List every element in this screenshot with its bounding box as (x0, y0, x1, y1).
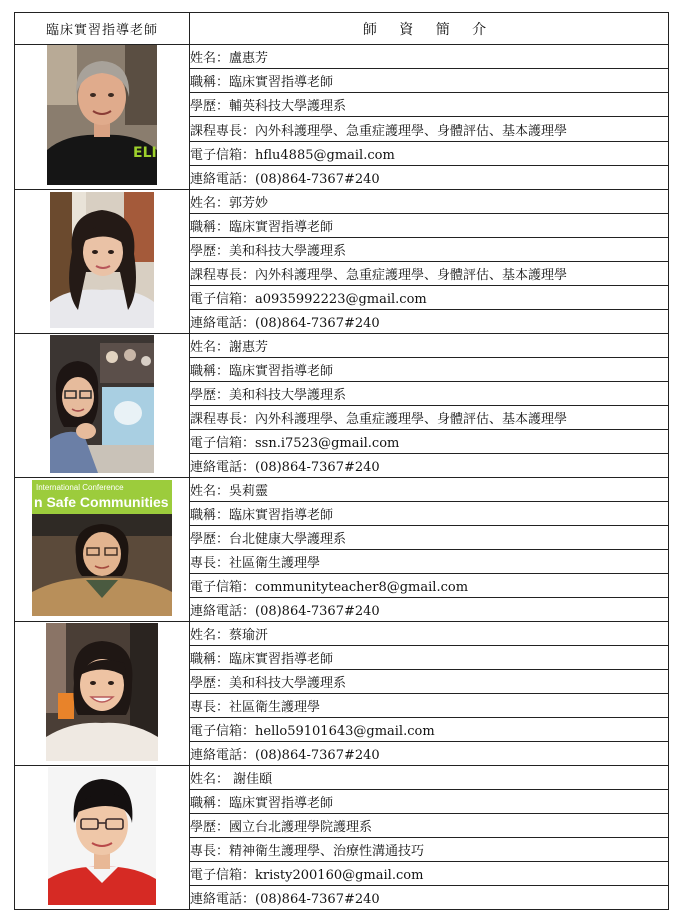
teacher-title: 職稱：臨床實習指導老師 (190, 358, 669, 382)
teacher-specialty: 專長：精神衛生護理學、治療性溝通技巧 (190, 838, 669, 862)
teacher-photo-cell (15, 622, 190, 766)
teacher-row (15, 334, 669, 358)
teacher-name: 姓名：蔡瑜汧 (190, 622, 669, 646)
svg-text:ELI: ELI (133, 145, 157, 161)
teacher-photo (48, 767, 156, 905)
teacher-photo (46, 623, 158, 761)
teacher-photo-cell (15, 190, 190, 334)
teacher-specialty: 課程專長：內外科護理學、急重症護理學、身體評估、基本護理學 (190, 117, 669, 141)
teacher-photo (47, 45, 157, 185)
teacher-email[interactable]: 電子信箱：hflu4885@gmail.com (190, 141, 669, 165)
teacher-photo-cell (15, 45, 190, 190)
teacher-title: 職稱：臨床實習指導老師 (190, 69, 669, 93)
banner-text-line2: n Safe Communities (34, 493, 169, 510)
teacher-row (15, 766, 669, 790)
teacher-title: 職稱：臨床實習指導老師 (190, 790, 669, 814)
teacher-photo-cell (15, 334, 190, 478)
teacher-photo (50, 192, 154, 328)
teacher-specialty: 專長：社區衛生護理學 (190, 550, 669, 574)
teacher-education: 學歷：輔英科技大學護理系 (190, 93, 669, 117)
teacher-name: 姓名： 謝佳頤 (190, 766, 669, 790)
teacher-education: 學歷：國立台北護理學院護理系 (190, 814, 669, 838)
teacher-name: 姓名：謝惠芳 (190, 334, 669, 358)
teacher-email[interactable]: 電子信箱：a0935992223@gmail.com (190, 286, 669, 310)
teacher-title: 職稱：臨床實習指導老師 (190, 502, 669, 526)
teacher-row (15, 45, 669, 69)
faculty-table (14, 12, 669, 910)
teacher-specialty: 專長：社區衛生護理學 (190, 694, 669, 718)
teacher-row (15, 622, 669, 646)
teacher-specialty: 課程專長：內外科護理學、急重症護理學、身體評估、基本護理學 (190, 262, 669, 286)
teacher-specialty: 課程專長：內外科護理學、急重症護理學、身體評估、基本護理學 (190, 406, 669, 430)
teacher-phone: 連絡電話：(08)864-7367#240 (190, 310, 669, 334)
teacher-education: 學歷：美和科技大學護理系 (190, 670, 669, 694)
teacher-photo-cell (15, 478, 190, 622)
teacher-photo-cell (15, 766, 190, 910)
teacher-phone: 連絡電話：(08)864-7367#240 (190, 742, 669, 766)
teacher-row (15, 190, 669, 214)
teacher-education: 學歷：美和科技大學護理系 (190, 238, 669, 262)
teacher-photo (50, 335, 154, 473)
teacher-name: 姓名：吳莉靈 (190, 478, 669, 502)
teacher-email[interactable]: 電子信箱：communityteacher8@gmail.com (190, 574, 669, 598)
teacher-title: 職稱：臨床實習指導老師 (190, 646, 669, 670)
teacher-phone: 連絡電話：(08)864-7367#240 (190, 165, 669, 189)
teacher-email[interactable]: 電子信箱：ssn.i7523@gmail.com (190, 430, 669, 454)
teacher-email[interactable]: 電子信箱：kristy200160@gmail.com (190, 862, 669, 886)
teacher-title: 職稱：臨床實習指導老師 (190, 214, 669, 238)
teacher-education: 學歷：台北健康大學護理系 (190, 526, 669, 550)
teacher-phone: 連絡電話：(08)864-7367#240 (190, 886, 669, 910)
teacher-name: 姓名：郭芳妙 (190, 190, 669, 214)
teacher-column-header: 臨床實習指導老師 (15, 13, 190, 45)
teacher-email[interactable]: 電子信箱：hello59101643@gmail.com (190, 718, 669, 742)
info-column-header: 師 資 簡 介 (190, 13, 669, 45)
teacher-phone: 連絡電話：(08)864-7367#240 (190, 598, 669, 622)
teacher-phone: 連絡電話：(08)864-7367#240 (190, 454, 669, 478)
header-row (15, 13, 669, 45)
teacher-education: 學歷：美和科技大學護理系 (190, 382, 669, 406)
teacher-photo (32, 480, 172, 616)
teacher-name: 姓名：盧惠芳 (190, 45, 669, 69)
banner-text-line1: International Conference (36, 482, 124, 492)
teacher-row (15, 478, 669, 502)
